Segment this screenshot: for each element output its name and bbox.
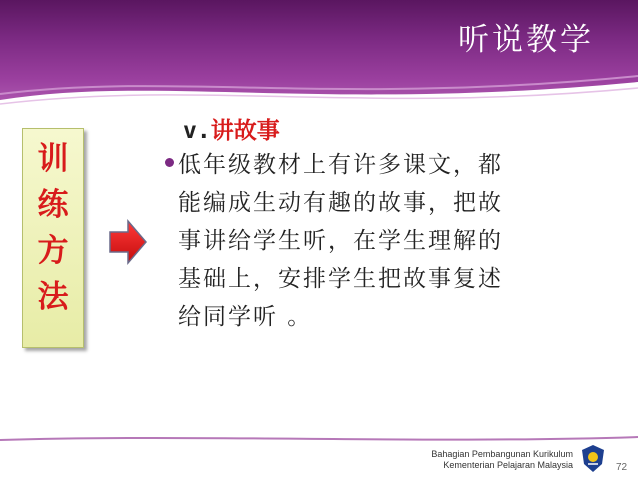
body-paragraph: 低年级教材上有许多课文，都 能编成生动有趣的故事，把故 事讲给学生听，在学生理解的 基础上，安排学生把故事复述 给同学听 。 xyxy=(178,152,503,330)
subtitle-text: 讲故事 xyxy=(210,117,280,144)
method-char: 训 xyxy=(37,141,69,177)
page-title: 听说教学 xyxy=(458,22,594,58)
footer-divider xyxy=(0,434,638,444)
subtitle-number: v. xyxy=(183,118,211,144)
method-char: 练 xyxy=(37,187,69,223)
header-wave xyxy=(0,70,638,112)
bullet-icon xyxy=(165,158,174,167)
header-banner xyxy=(0,0,638,112)
org-line-1: Bahagian Pembangunan Kurikulum xyxy=(431,449,573,459)
method-label-box xyxy=(22,128,84,348)
section-subtitle xyxy=(183,112,280,145)
method-char: 方 xyxy=(37,233,69,269)
organization-name xyxy=(418,449,573,471)
method-char: 法 xyxy=(37,279,69,315)
ministry-logo-icon xyxy=(580,444,606,474)
org-line-2: Kementerian Pelajaran Malaysia xyxy=(443,460,573,470)
page-number: 72 xyxy=(616,462,628,473)
right-arrow-icon xyxy=(108,218,148,266)
